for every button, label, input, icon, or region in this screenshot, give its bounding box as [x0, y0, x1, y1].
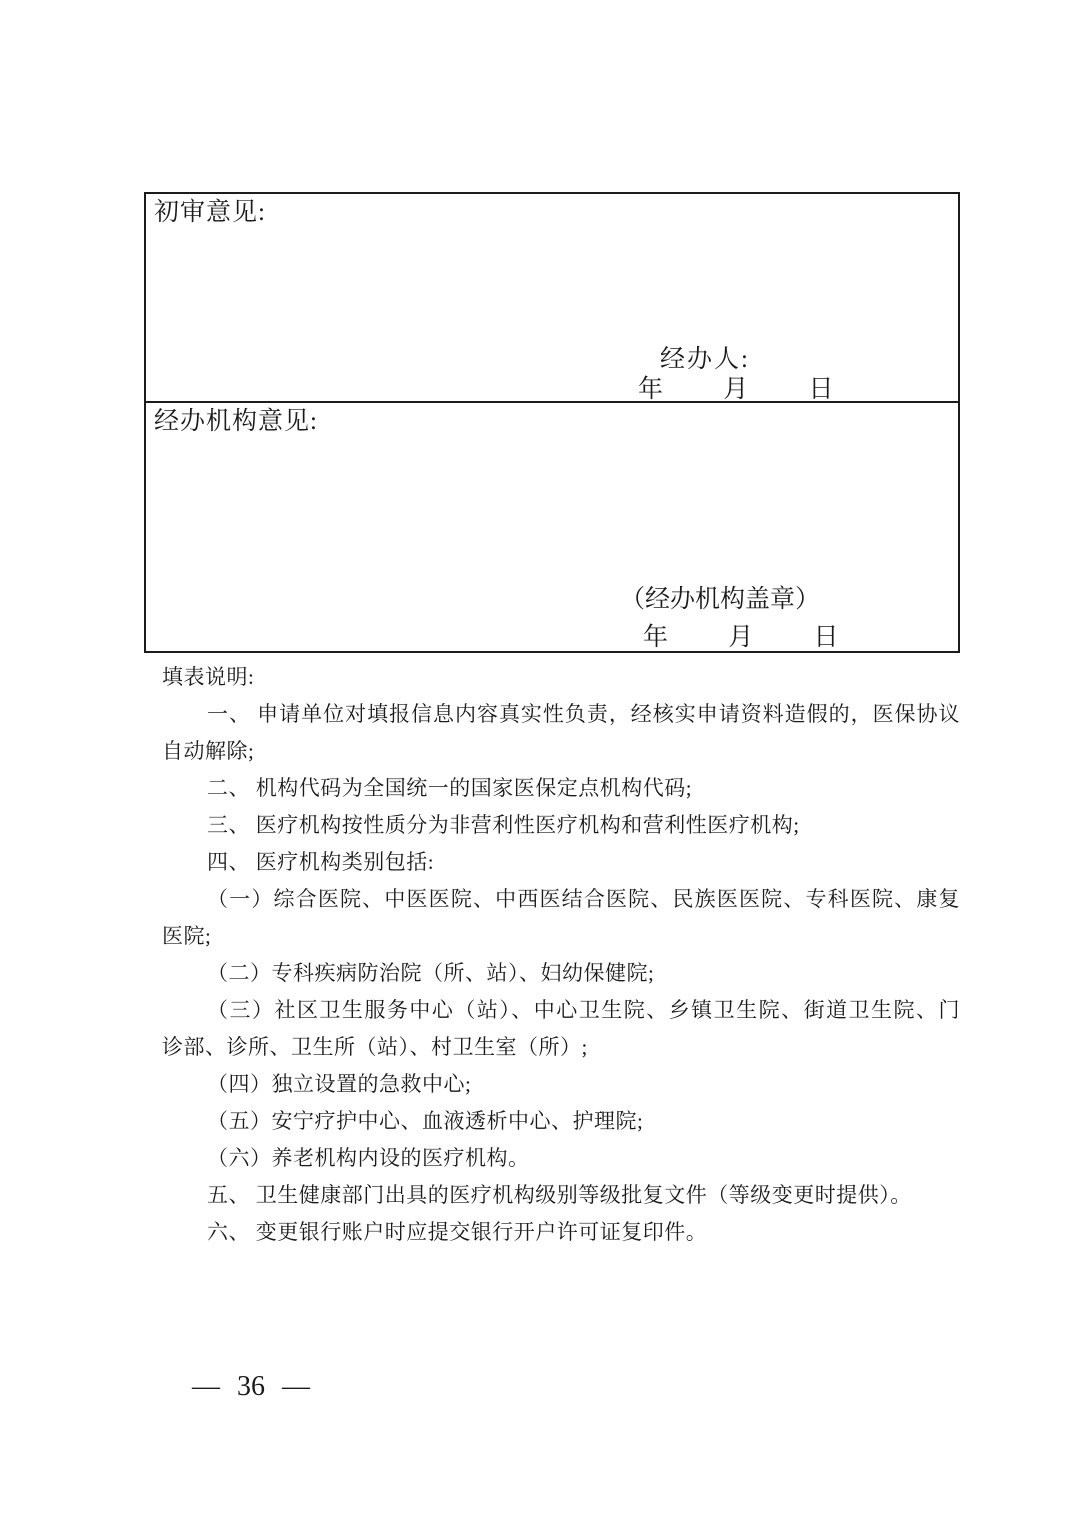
notes-heading: 填表说明:	[162, 665, 255, 689]
page-number: — 36 —	[192, 1371, 310, 1402]
note-line: 五、 卫生健康部门出具的医疗机构级别等级批复文件（等级变更时提供）。	[207, 1183, 912, 1207]
form-notes-section	[162, 659, 960, 1251]
date-month-label: 月	[723, 376, 749, 403]
note-line: （一）综合医院、中医医院、中西医结合医院、民族医医院、专科医院、康复	[207, 887, 960, 911]
note-line: 诊部、诊所、卫生所（站）、村卫生室（所）;	[162, 1035, 588, 1059]
note-line: （六）养老机构内设的医疗机构。	[207, 1146, 530, 1170]
note-line: 自动解除;	[162, 739, 255, 763]
handler-signature-label: 经办人:	[660, 346, 750, 373]
note-line: （四）独立设置的急救中心;	[207, 1072, 472, 1096]
note-line: 医院;	[162, 924, 212, 948]
date-day-label: 日	[813, 624, 839, 651]
notes-lines	[162, 696, 960, 1251]
date-year-label: 年	[643, 624, 669, 651]
date-month-label: 月	[728, 624, 754, 651]
date-line	[638, 375, 834, 405]
note-line: 四、 医疗机构类别包括:	[207, 850, 435, 874]
note-line: 三、 医疗机构按性质分为非营利性医疗机构和营利性医疗机构;	[207, 813, 800, 837]
note-line: （二）专科疾病防治院（所、站）、妇幼保健院;	[207, 961, 655, 985]
note-line: 一、 申请单位对填报信息内容真实性负责，经核实申请资料造假的，医保协议	[207, 702, 960, 726]
agency-opinion-row	[146, 403, 958, 649]
note-line: 二、 机构代码为全国统一的国家医保定点机构代码;	[207, 776, 693, 800]
agency-opinion-label: 经办机构意见:	[154, 408, 318, 435]
note-line: 六、 变更银行账户时应提交银行开户许可证复印件。	[207, 1220, 708, 1244]
agency-stamp-label: （经办机构盖章）	[620, 586, 821, 613]
note-line: （五）安宁疗护中心、血液透析中心、护理院;	[207, 1109, 644, 1133]
date-day-label: 日	[808, 376, 834, 403]
date-year-label: 年	[638, 376, 664, 403]
note-line: （三）社区卫生服务中心（站）、中心卫生院、乡镇卫生院、街道卫生院、门	[207, 998, 960, 1022]
initial-review-label: 初审意见:	[154, 199, 266, 226]
initial-review-row	[146, 194, 958, 403]
review-opinions-table	[144, 192, 960, 653]
date-line	[643, 623, 839, 653]
